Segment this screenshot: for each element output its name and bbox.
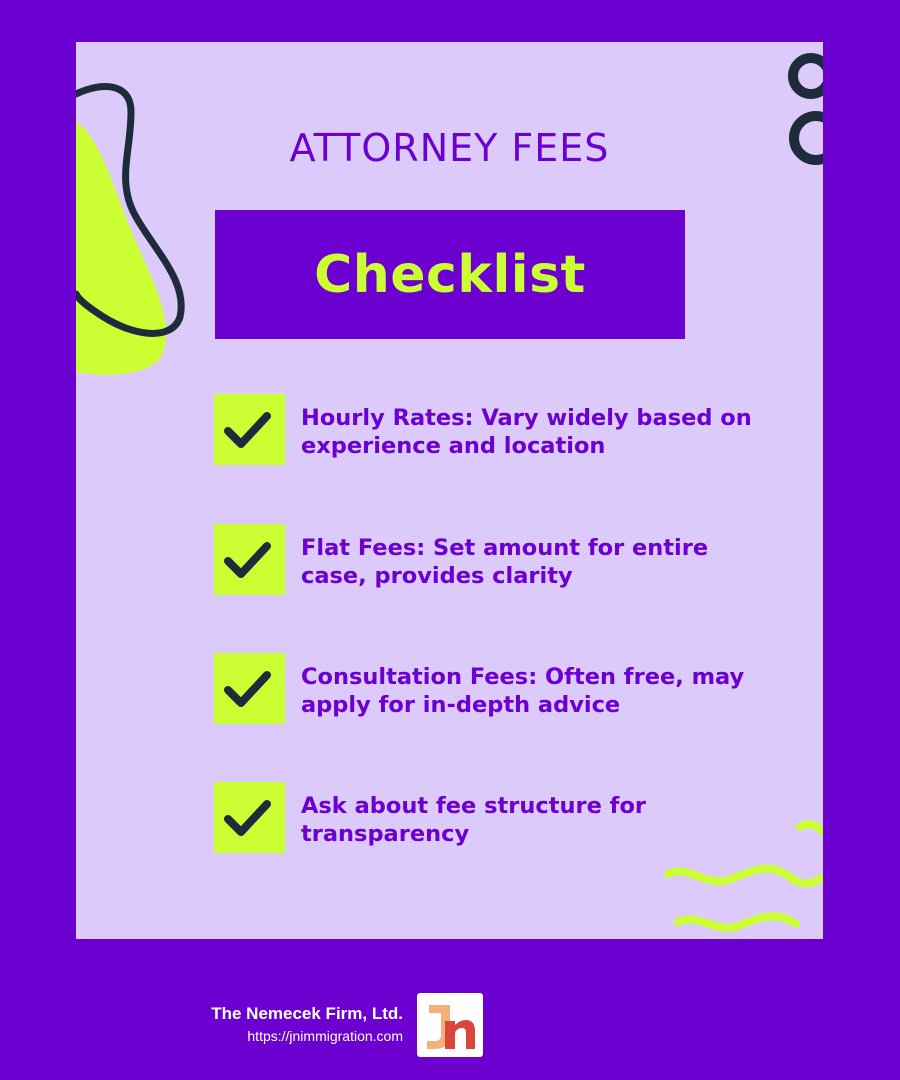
checklist-item xyxy=(214,653,774,725)
checklist-item xyxy=(214,782,774,854)
page-title: Checklist xyxy=(314,244,586,305)
firm-logo xyxy=(417,993,483,1057)
checklist-card xyxy=(76,42,823,939)
checklist-item-text: Hourly Rates: Vary widely based on experience and location xyxy=(301,405,752,459)
title-banner xyxy=(215,210,685,339)
lime-wave-shape xyxy=(800,824,823,832)
check-icon xyxy=(214,524,285,595)
check-box xyxy=(214,524,285,595)
jn-logo-icon xyxy=(417,993,483,1057)
checklist-item-text: Ask about fee structure for transparency xyxy=(301,793,647,847)
lime-wave-shape xyxy=(678,916,796,927)
check-box xyxy=(214,782,285,853)
firm-url-link[interactable]: https://jnimmigration.com xyxy=(247,1028,403,1044)
checklist-item-text: Flat Fees: Set amount for entire case, provides clarity xyxy=(301,535,709,589)
lime-wave-shape xyxy=(668,869,823,884)
check-icon xyxy=(214,394,285,465)
page-subtitle: ATTORNEY FEES xyxy=(289,126,610,170)
check-icon xyxy=(214,782,285,853)
dark-ring-shape xyxy=(793,58,823,94)
checklist-item xyxy=(214,394,774,466)
check-box xyxy=(214,653,285,724)
checklist-item xyxy=(214,524,774,596)
firm-name: The Nemecek Firm, Ltd. xyxy=(211,1004,403,1023)
dark-loop-shape xyxy=(76,87,181,334)
footer xyxy=(0,990,900,1060)
check-icon xyxy=(214,653,285,724)
check-box xyxy=(214,394,285,465)
checklist-item-text: Consultation Fees: Often free, may apply for in-depth advice xyxy=(301,664,745,718)
